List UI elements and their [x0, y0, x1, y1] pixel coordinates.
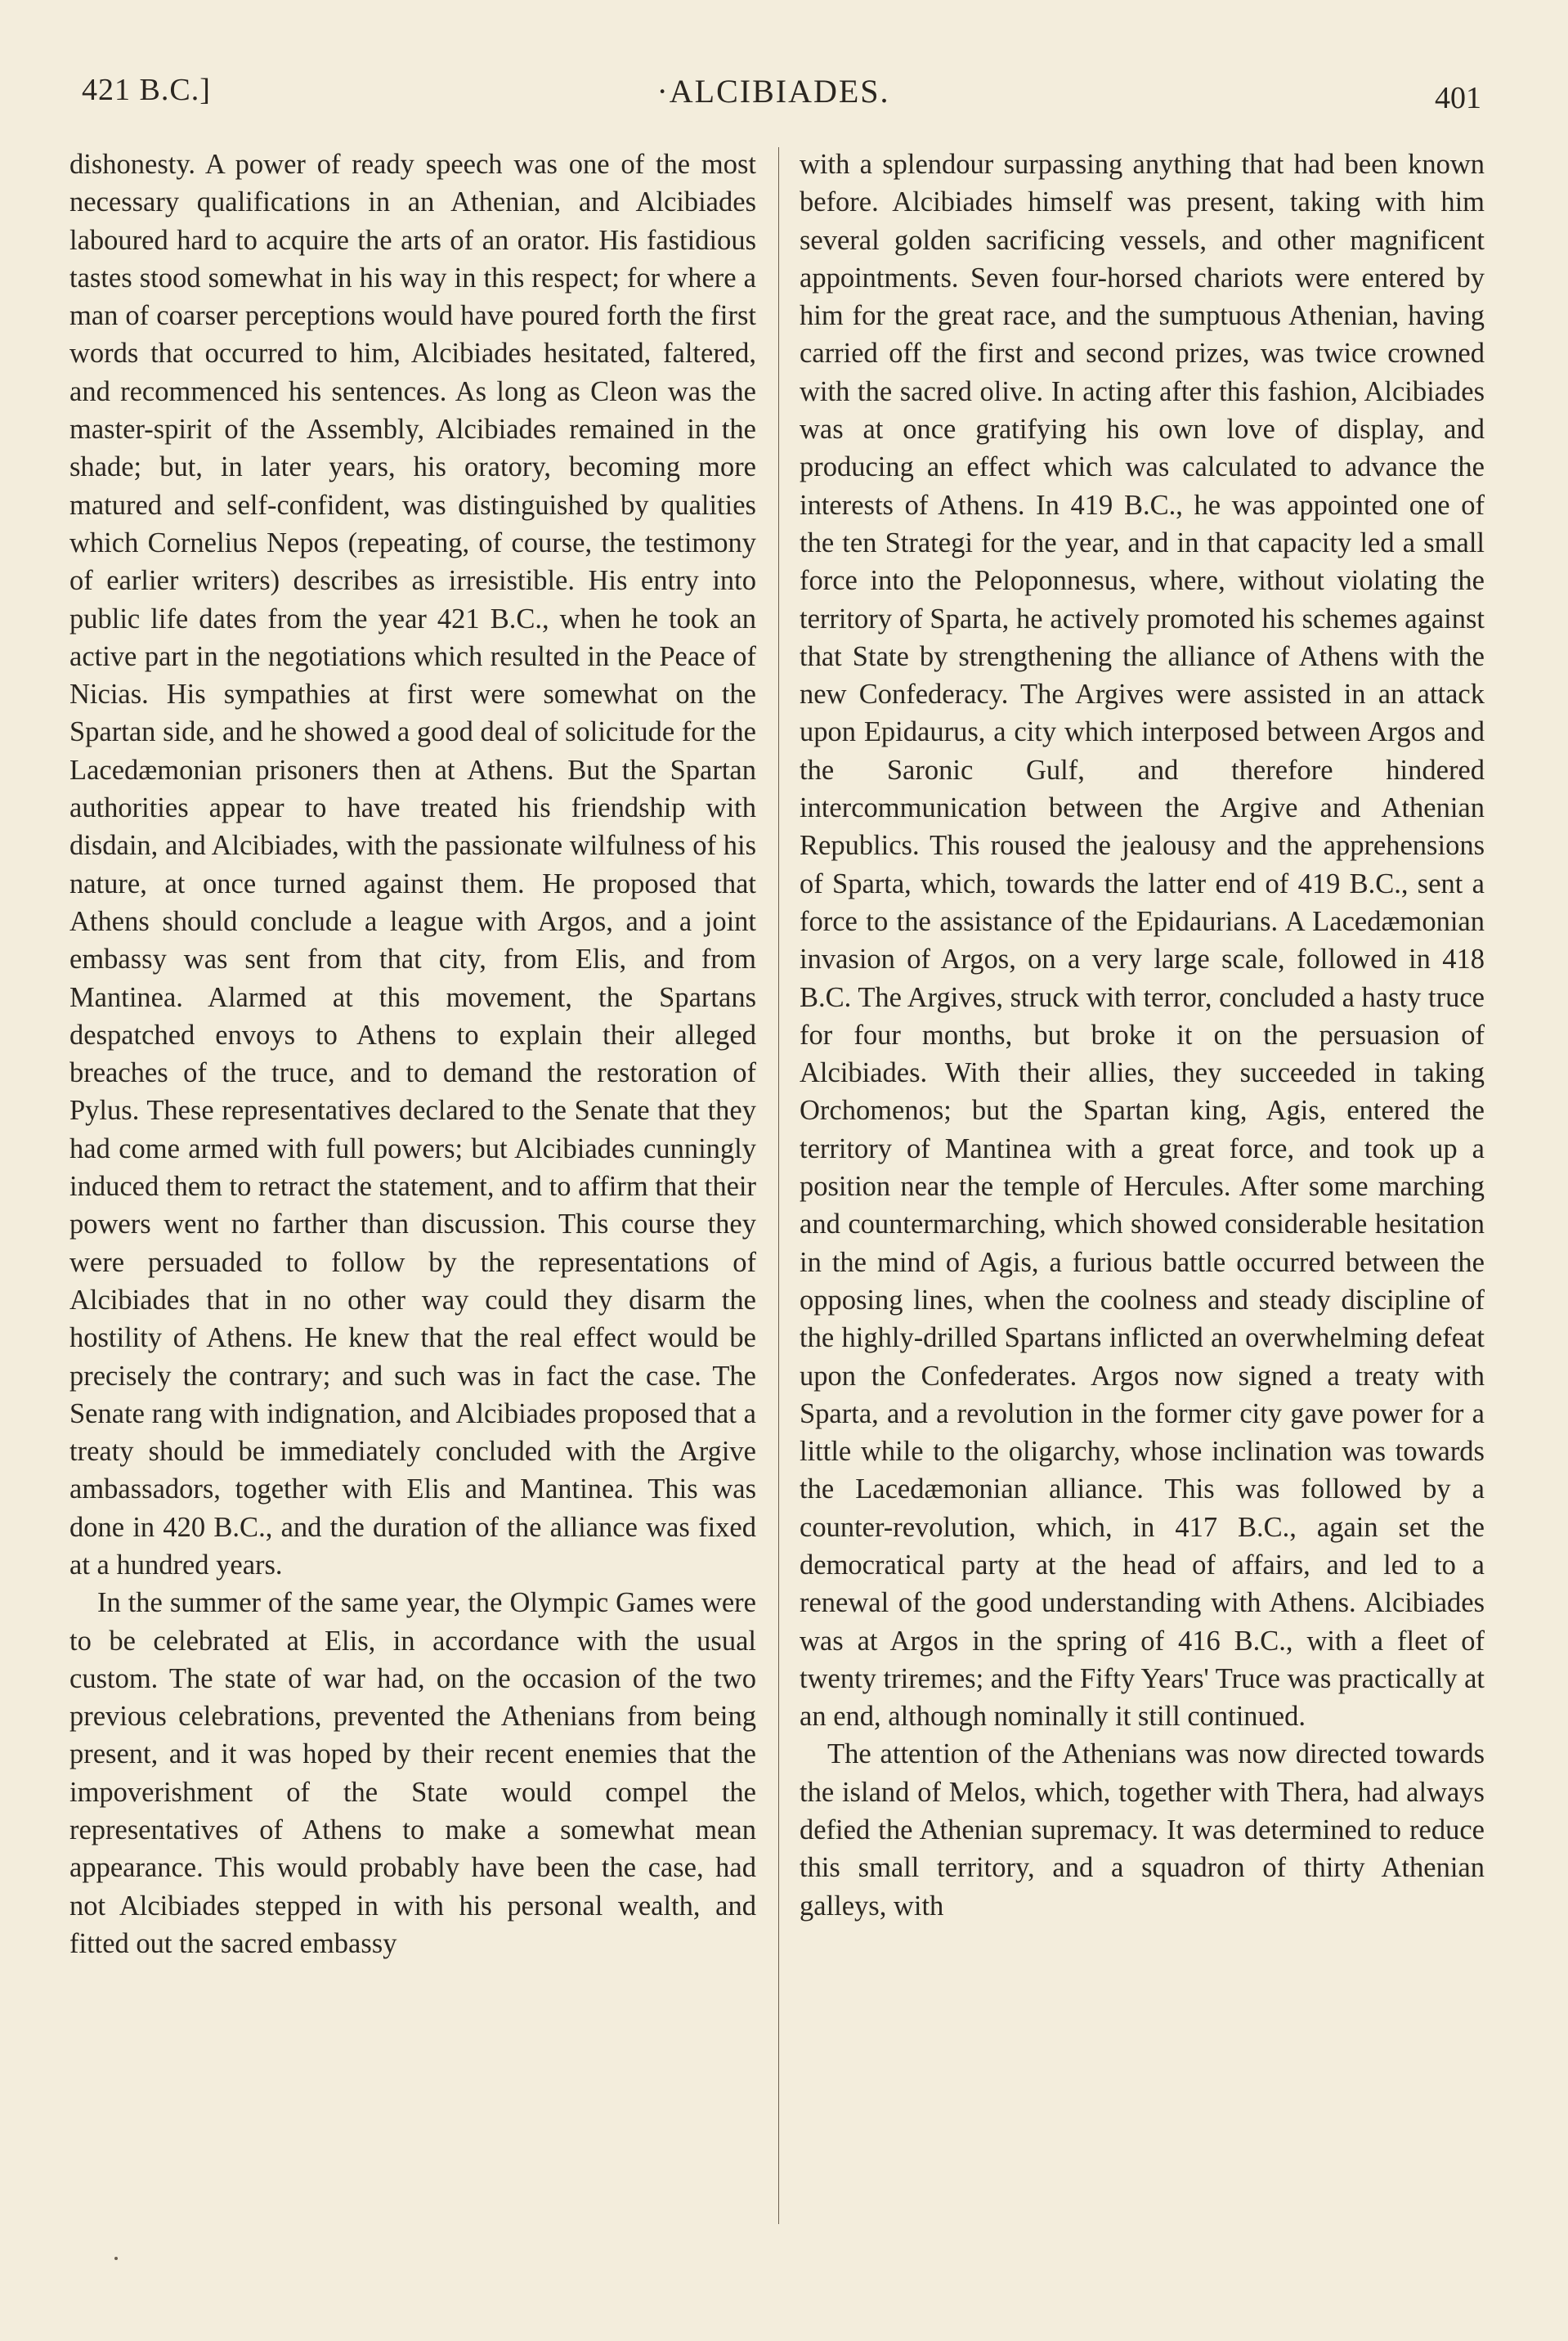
left-column [69, 146, 756, 1962]
paragraph: In the summer of the same year, the Olympic Games were to be celebrated at Elis, in accordance with the usual custom. The state of war had, on the occasion of the two previous celebrations, prevented the Athenians from being present, and it was hoped by their recent enemies that the impoverishment of the State would compel the representatives of Athens to make a somewhat mean appearance. This would probably have been the case, had not Alcibiades stepped in with his personal wealth, and fitted out the sacred embassy [69, 1587, 756, 1959]
page-number: 401 [1435, 81, 1481, 115]
header-date: 421 B.C.] [82, 73, 211, 107]
right-column [800, 146, 1485, 1925]
paragraph: The attention of the Athenians was now directed towards the island of Melos, which, together with Thera, had always defied the Athenian supremacy. It was determined to reduce this small territory, and a squadron of thirty Athenian galleys, with [800, 1738, 1485, 1922]
page-speck [114, 2257, 118, 2260]
header-title: ·ALCIBIADES. [656, 73, 890, 110]
paragraph: dishonesty. A power of ready speech was one of the most necessary qualifications in an Athenian, and Alcibiades laboured hard to acquire the arts of an orator. His fastidious tastes stood somewhat in his way in this respect; for where a man of coarser perceptions would have poured forth the first words that occurred to him, Alcibiades hesitated, faltered, and recommenced his sentences. As long as Cleon was the master-spirit of the Assembly, Alcibiades remained in the shade; but, in later years, his oratory, becoming more matured and self-confident, was distinguished by qualities which Cornelius Nepos (repeating, of course, the testimony of earlier writers) describes as irresistible. His entry into public life dates from the year 421 B.C., when he took an active part in the negotiations which resulted in the Peace of Nicias. His sympathies at first were somewhat on the Spartan side, and he showed a good deal of solicitude for the Lacedæmonian prisoners then at Athens. But the Spartan authorities appear to have treated his friendship with disdain, and Alcibiades, with the passionate wilfulness of his nature, at once turned against them. He proposed that Athens should conclude a league with Argos, and a joint embassy was sent from that city, from Elis, and from Mantinea. Alarmed at this movement, the Spartans despatched envoys to Athens to explain their alleged breaches of the truce, and to demand the restoration of Pylus. These representatives declared to the Senate that they had come armed with full powers; but Alcibiades cunningly induced them to retract the statement, and to affirm that their powers went no farther than discussion. This course they were persuaded to follow by the representations of Alcibiades that in no other way could they disarm the hostility of Athens. He knew that the real effect would be precisely the contrary; and such was in fact the case. The Senate rang with indignation, and Alcibiades proposed that a treaty should be immediately concluded with the Argive ambassadors, together with Elis and Mantinea. This was done in 420 B.C., and the duration of the alliance was fixed at a hundred years. [69, 149, 756, 1581]
paragraph: with a splendour surpassing anything that had been known before. Alcibiades himself was present, taking with him several golden sacrificing vessels, and other magnificent appointments. Seven four-horsed chariots were entered by him for the great race, and the sumptuous Athenian, having carried off the first and second prizes, was twice crowned with the sacred olive. In acting after this fashion, Alcibiades was at once gratifying his own love of display, and producing an effect which was calculated to advance the interests of Athens. In 419 B.C., he was appointed one of the ten Strategi for the year, and in that capacity led a small force into the Peloponnesus, where, without violating the territory of Sparta, he actively promoted his schemes against that State by strengthening the alliance of Athens with the new Confederacy. The Argives were assisted in an attack upon Epidaurus, a city which interposed between Argos and the Saronic Gulf, and therefore hindered intercommunication between the Argive and Athenian Republics. This roused the jealousy and the apprehensions of Sparta, which, towards the latter end of 419 B.C., sent a force to the assistance of the Epidaurians. A Lacedæmonian invasion of Argos, on a very large scale, followed in 418 B.C. The Argives, struck with terror, concluded a hasty truce for four months, but broke it on the persuasion of Alcibiades. With their allies, they succeeded in taking Orchomenos; but the Spartan king, Agis, entered the territory of Mantinea with a great force, and took up a position near the temple of Hercules. After some marching and countermarching, which showed considerable hesitation in the mind of Agis, a furious battle occurred between the opposing lines, when the coolness and steady discipline of the highly-drilled Spartans inflicted an overwhelming defeat upon the Confederates. Argos now signed a treaty with Sparta, and a revolution in the former city gave power for a little while to the oligarchy, whose inclination was towards the Lacedæmonian alliance. This was followed by a counter-revolution, which, in 417 B.C., again set the democratical party at the head of affairs, and led to a renewal of the good understanding with Athens. Alcibiades was at Argos in the spring of 416 B.C., with a fleet of twenty triremes; and the Fifty Years' Truce was practically at an end, although nominally it still continued. [800, 149, 1485, 1733]
column-divider [778, 147, 779, 2224]
running-header [65, 72, 1481, 121]
